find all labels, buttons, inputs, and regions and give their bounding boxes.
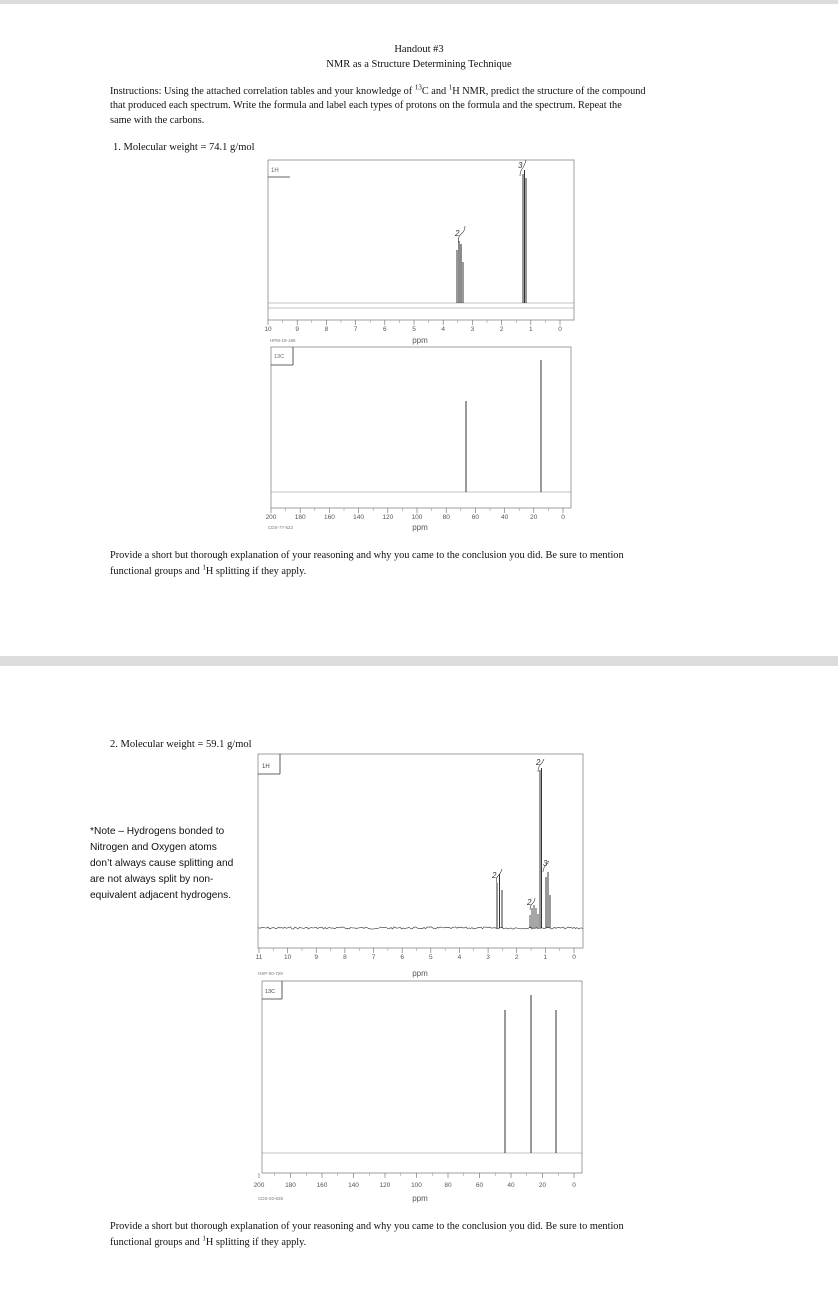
axis-tick-label: 60 — [475, 1182, 484, 1189]
axis-tick-label: 7 — [353, 326, 358, 333]
axis-tick-label: 6 — [400, 954, 404, 961]
problem2-c-label: 13C — [265, 989, 276, 995]
axis-tick-label: 100 — [411, 514, 423, 521]
axis-tick-label: 4 — [457, 954, 462, 961]
axis-tick-label: 160 — [316, 1182, 328, 1189]
axis-tick-label: 8 — [343, 954, 347, 961]
axis-tick-label: 180 — [285, 1182, 296, 1189]
axis-tick-label: 11 — [255, 954, 263, 961]
problem1-h-annot-2: 2 — [455, 229, 460, 238]
axis-tick-label: 100 — [411, 1182, 422, 1189]
axis-tick-label: 160 — [323, 514, 335, 521]
axis-tick-label: 0 — [561, 514, 565, 521]
problem2-spectra — [0, 740, 838, 1220]
handout-title: Handout #3 — [394, 44, 444, 55]
problem2-prompt-line-1: Provide a short but thorough explanation of your reasoning and why you came to the conclusion you did. Be sure to mention — [110, 1221, 624, 1232]
problem1-h-label: 1H — [271, 168, 279, 174]
page-separator — [0, 656, 838, 666]
axis-tick-label: 200 — [253, 1182, 265, 1189]
problem1-h-xlabel: ppm — [412, 336, 428, 345]
problem2-h-label: 1H — [262, 764, 270, 770]
axis-tick-label: 10 — [264, 326, 272, 333]
problem1-heading: 1. Molecular weight = 74.1 g/mol — [113, 142, 255, 153]
axis-tick-label: 60 — [471, 514, 480, 521]
axis-tick-label: 80 — [442, 514, 450, 521]
note-line: don’t always cause splitting and — [90, 858, 234, 869]
problem2-h-nmr — [256, 754, 583, 978]
problem2-h-annot-2b: 2 — [527, 898, 532, 907]
problem2-h-xlabel: ppm — [412, 969, 428, 978]
axis-tick-label: 0 — [558, 326, 562, 333]
axis-tick-label: 10 — [284, 954, 292, 961]
problem2-c-xlabel: ppm — [412, 1194, 428, 1203]
problem2-heading: 2. Molecular weight = 59.1 g/mol — [110, 739, 252, 750]
problem1-c-nmr — [266, 347, 571, 532]
note-line: *Note – Hydrogens bonded to — [90, 826, 225, 837]
axis-tick-label: 140 — [353, 514, 365, 521]
instructions-line-2: that produced each spectrum. Write the formula and label each types of protons on the formula and the spectrum. Repeat the — [110, 100, 622, 111]
handout-subtitle: NMR as a Structure Determining Technique — [326, 59, 512, 70]
axis-tick-label: 200 — [265, 514, 277, 521]
axis-tick-label: 20 — [538, 1182, 547, 1189]
problem2-h-annot-2c: 2 — [536, 758, 541, 767]
axis-tick-label: 9 — [314, 954, 319, 961]
axis-tick-label: 3 — [486, 954, 490, 961]
axis-tick-label: 20 — [530, 514, 538, 521]
axis-tick-label: 6 — [382, 326, 387, 333]
axis-tick-label: 0 — [572, 954, 576, 961]
problem1-c-code: CDS-77-522 — [268, 525, 294, 530]
axis-tick-label: 2 — [514, 954, 519, 961]
axis-tick-label: 1 — [528, 326, 533, 333]
problem2-h-annot-3: 3 — [543, 859, 548, 868]
axis-tick-label: 80 — [444, 1182, 452, 1189]
problem2-c-nmr — [254, 981, 582, 1203]
axis-tick-label: 8 — [324, 326, 329, 333]
axis-tick-label: 3 — [470, 326, 475, 333]
axis-tick-label: 9 — [295, 326, 300, 333]
axis-tick-label: 2 — [499, 326, 504, 333]
axis-tick-label: 120 — [379, 1182, 391, 1189]
problem2-prompt-line-2: functional groups and $^1$H splitting if they apply. — [110, 1234, 307, 1248]
problem1-h-code: HPM-18-185 — [270, 338, 296, 343]
problem1-spectra — [0, 0, 838, 560]
axis-tick-label: 180 — [294, 514, 306, 521]
axis-tick-label: 4 — [441, 326, 446, 333]
problem1-prompt-line-2: functional groups and $^1$H splitting if they apply. — [110, 563, 307, 577]
problem2-c-code: CDS-03-628 — [258, 1196, 284, 1201]
note-line: are not always split by non- — [90, 874, 214, 885]
problem2-h-annot-2a: 2 — [492, 871, 497, 880]
problem1-h-annot-3: 3 — [518, 161, 523, 170]
axis-tick-label: 40 — [500, 514, 509, 521]
instructions-line-1: Instructions: Using the attached correlation tables and your knowledge of $^{13}$C and $^1$H NMR, predict the structure of the compound — [110, 83, 646, 97]
problem2-h-code: HSP-00-729 — [258, 971, 283, 976]
problem1-c-xlabel: ppm — [412, 523, 428, 532]
problem1-h-nmr — [264, 160, 574, 345]
axis-tick-label: 40 — [507, 1182, 515, 1189]
axis-tick-label: 120 — [382, 514, 394, 521]
axis-tick-label: 7 — [371, 954, 376, 961]
note-line: equivalent adjacent hydrogens. — [90, 890, 232, 901]
problem1-prompt-line-1: Provide a short but thorough explanation of your reasoning and why you came to the conclusion you did. Be sure to mention — [110, 550, 624, 561]
note-line: Nitrogen and Oxygen atoms — [90, 842, 217, 853]
axis-tick-label: 5 — [429, 954, 433, 961]
axis-tick-label: 140 — [348, 1182, 359, 1189]
axis-tick-label: 1 — [543, 954, 548, 961]
axis-tick-label: 5 — [412, 326, 416, 333]
axis-tick-label: 0 — [572, 1182, 576, 1189]
problem1-c-label: 13C — [274, 354, 285, 360]
instructions-line-3: same with the carbons. — [110, 115, 205, 126]
